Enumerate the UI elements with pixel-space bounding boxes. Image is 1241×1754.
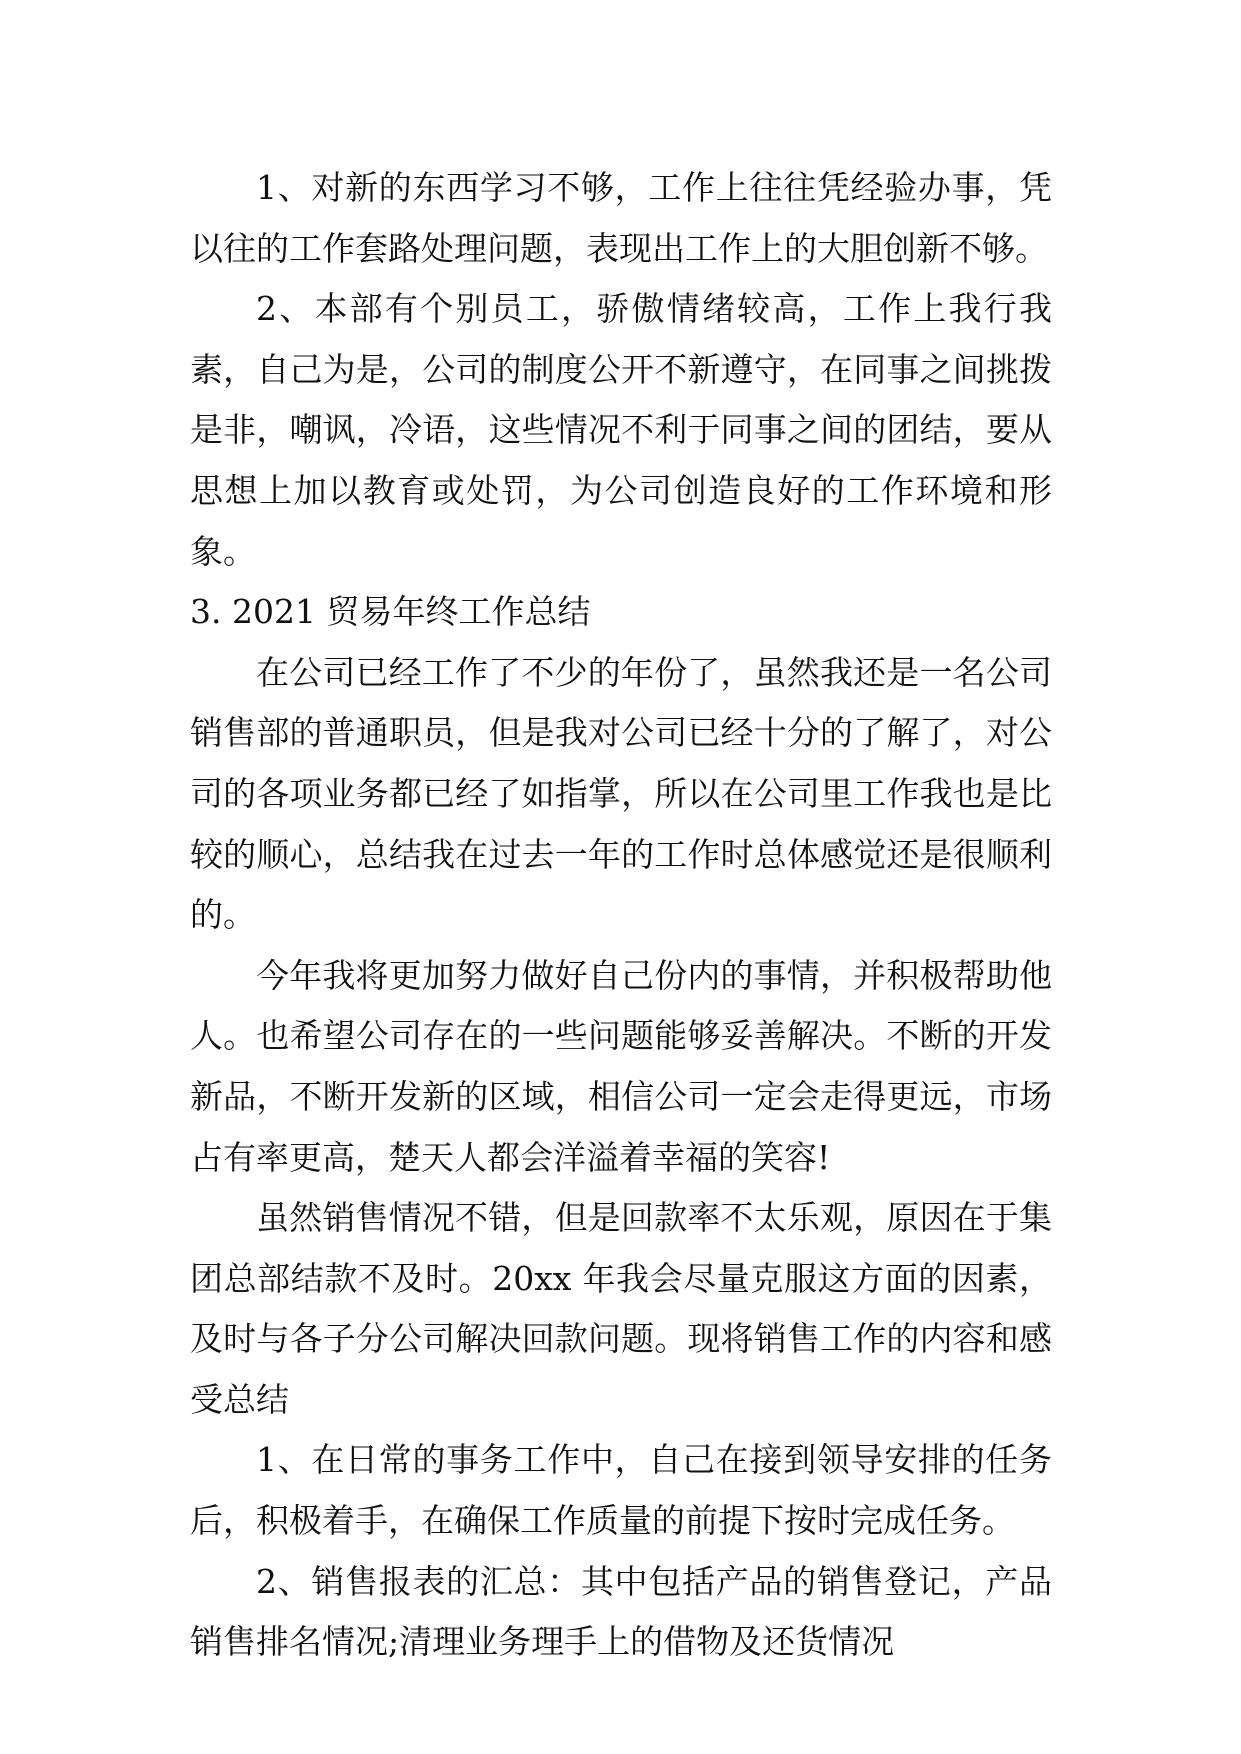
paragraph-7: 2、销售报表的汇总：其中包括产品的销售登记，产品销售排名情况;清理业务理手上的借物及还货情况 — [190, 1561, 1052, 1662]
paragraph-4: 今年我将更加努力做好自己份内的事情，并积极帮助他人。也希望公司存在的一些问题能够妥善解决。不断的开发新品，不断开发新的区域，相信公司一定会走得更远，市场占有率更高，楚天人都会洋溢着幸福的笑容! — [190, 955, 1052, 1177]
paragraph-2: 2、本部有个别员工，骄傲情绪较高，工作上我行我素，自己为是，公司的制度公开不新遵守，在同事之间挑拨是非，嘲讽，冷语，这些情况不利于同事之间的团结，要从思想上加以教育或处罚，为公司创造良好的工作环境和形象。 — [190, 289, 1052, 571]
paragraph-1: 1、对新的东西学习不够，工作上往往凭经验办事，凭以往的工作套路处理问题，表现出工作上的大胆创新不够。 — [190, 168, 1052, 268]
paragraph-3: 在公司已经工作了不少的年份了，虽然我还是一名公司销售部的普通职员，但是我对公司已经十分的了解了，对公司的各项业务都已经了如指掌，所以在公司里工作我也是比较的顺心，总结我在过去一年的工作时总体感觉还是很顺利的。 — [190, 652, 1052, 935]
paragraph-5: 虽然销售情况不错，但是回款率不太乐观，原因在于集团总部结款不及时。20xx 年我会尽量克服这方面的因素，及时与各子分公司解决回款问题。现将销售工作的内容和感受总结 — [190, 1198, 1052, 1419]
paragraph-6: 1、在日常的事务工作中，自己在接到领导安排的任务后，积极着手，在确保工作质量的前提下按时完成任务。 — [190, 1440, 1052, 1541]
section-heading: 3. 2021 贸易年终工作总结 — [190, 592, 591, 632]
document-body — [190, 158, 1052, 1673]
